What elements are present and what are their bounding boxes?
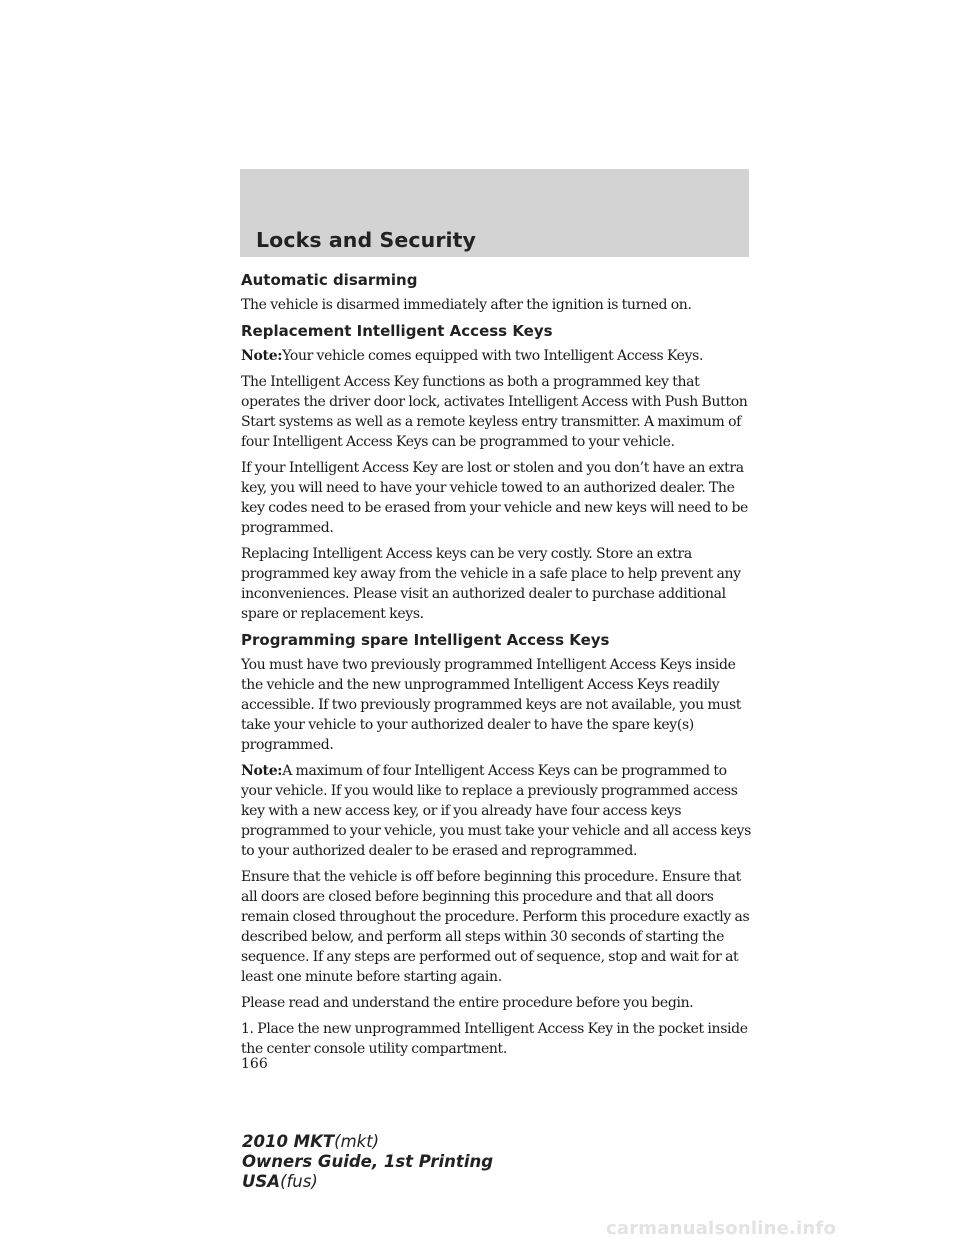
note-paragraph [241,761,753,861]
step-1: 1. Place the new unprogrammed Intelligent Access Key in the pocket inside the center console utility compartment. [241,1021,748,1057]
page-number: 166 [241,1056,268,1072]
note-text: Your vehicle comes equipped with two Intelligent Access Keys. [282,348,704,364]
section-title: Locks and Security [256,228,477,252]
footer-model: 2010 MKT [242,1132,335,1151]
footer-edition: Owners Guide, 1st Printing [242,1152,494,1171]
print-footer [242,1132,493,1192]
page-content [241,270,753,1073]
note-paragraph [241,346,753,366]
note-text: A maximum of four Intelligent Access Keys can be programmed to your vehicle. If you would like to replace a previously programmed access key with a new access key, or if you already have four access keys programmed to your vehicle, you must take your vehicle and all access keys to your authorized dealer to be erased and reprogrammed. [241,763,751,859]
paragraph: The vehicle is disarmed immediately after the ignition is turned on. [241,297,692,313]
heading-programming-spare-keys: Programming spare Intelligent Access Keys [241,631,610,649]
heading-replacement-keys: Replacement Intelligent Access Keys [241,322,553,340]
footer-market-code: (fus) [280,1172,318,1191]
footer-market: USA [242,1172,281,1191]
note-label: Note: [241,763,283,779]
paragraph: If your Intelligent Access Key are lost or stolen and you don’t have an extra key, you will need to have your vehicle towed to an authorized dealer. The key codes need to be erased from your vehicle and new keys will need to be programmed. [241,460,748,536]
paragraph: Please read and understand the entire procedure before you begin. [241,995,694,1011]
heading-automatic-disarming: Automatic disarming [241,271,418,289]
paragraph: The Intelligent Access Key functions as both a programmed key that operates the driver door lock, activates Intelligent Access with Push Button Start systems as well as a remote keyless entry transmitter. A maximum of four Intelligent Access Keys can be programmed to your vehicle. [241,374,748,450]
note-label: Note: [241,348,283,364]
watermark: carmanualsonline.info [606,1218,837,1239]
paragraph: Replacing Intelligent Access keys can be very costly. Store an extra programmed key away from the vehicle in a safe place to help prevent any inconveniences. Please visit an authorized dealer to purchase additional spare or replacement keys. [241,546,741,622]
paragraph: Ensure that the vehicle is off before beginning this procedure. Ensure that all doors are closed before beginning this procedure and that all doors remain closed throughout the procedure. Perform this procedure exactly as described below, and perform all steps within 30 seconds of starting the sequence. If any steps are performed out of sequence, stop and wait for at least one minute before starting again. [241,869,750,985]
footer-model-code: (mkt) [334,1132,380,1151]
paragraph: You must have two previously programmed Intelligent Access Keys inside the vehicle and the new unprogrammed Intelligent Access Keys readily accessible. If two previously programmed keys are not available, you must take your vehicle to your authorized dealer to have the spare key(s) programmed. [241,657,742,753]
